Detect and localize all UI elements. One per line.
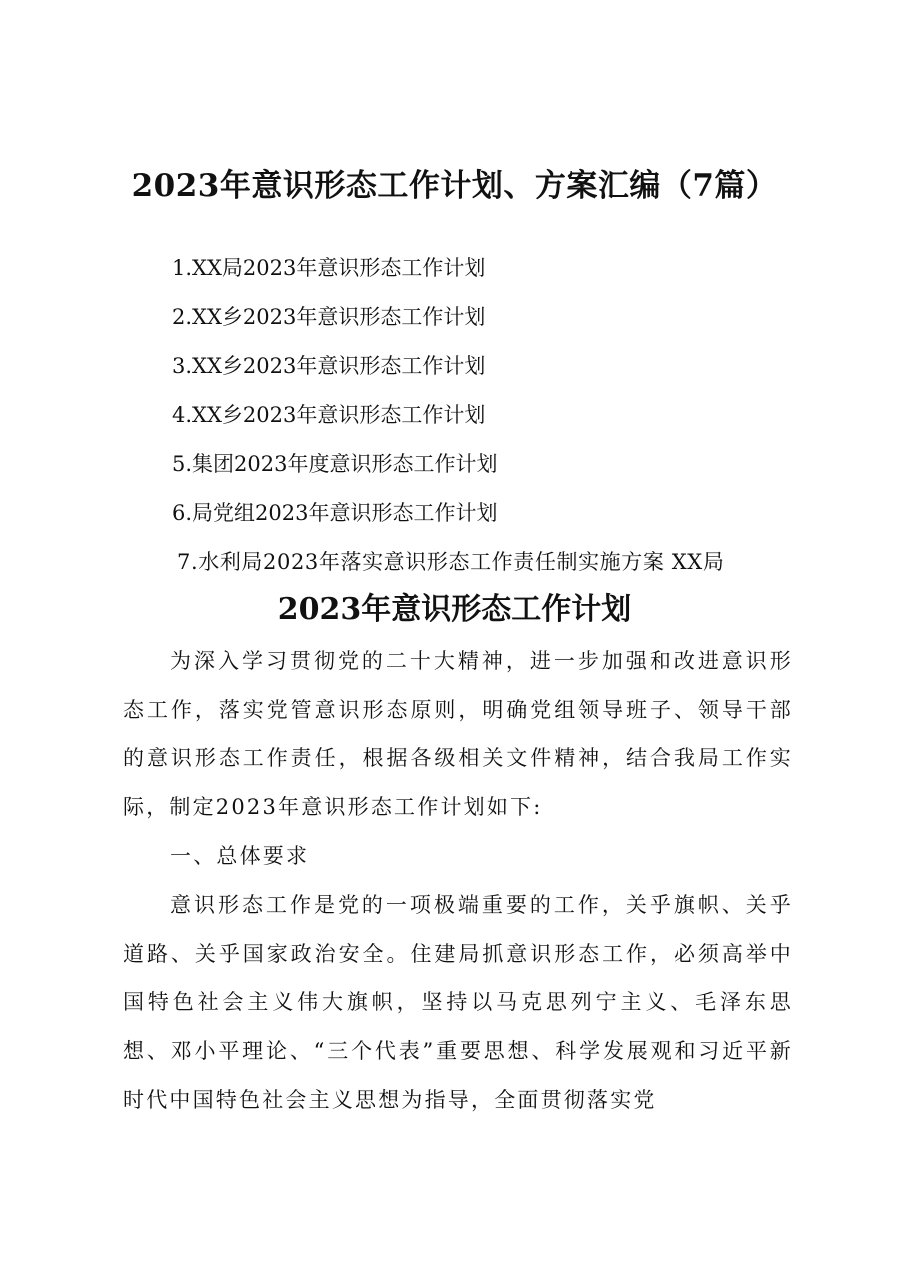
- toc-item: 2.XX乡2023年意识形态工作计划: [172, 305, 486, 329]
- toc-item: 5.集团2023年度意识形态工作计划: [172, 452, 498, 476]
- document-main-title: 2023年意识形态工作计划、方案汇编（7篇）: [131, 168, 778, 204]
- table-of-contents: [0, 244, 909, 587]
- toc-item: 1.XX局2023年意识形态工作计划: [172, 256, 486, 280]
- section-title: 2023年意识形态工作计划: [277, 592, 632, 627]
- toc-item: 3.XX乡2023年意识形态工作计划: [172, 354, 486, 378]
- intro-paragraph: 为深入学习贯彻党的二十大精神，进一步加强和改进意识形态工作，落实党管意识形态原则，明确党组领导班子、领导干部的意识形态工作责任，根据各级相关文件精神，结合我局工作实际，制定2023年意识形态工作计划如下:: [123, 649, 793, 820]
- section-heading-general-requirements: 一、总体要求: [170, 844, 310, 868]
- body-paragraph: 意识形态工作是党的一项极端重要的工作，关乎旗帜、关乎道路、关乎国家政治安全。住建局抓意识形态工作，必须高举中国特色社会主义伟大旗帜，坚持以马克思列宁主义、毛泽东思想、邓小平理论、“三个代表”重要思想、科学发展观和习近平新时代中国特色社会主义思想为指导，全面贯彻落实党: [123, 893, 793, 1112]
- toc-item: 4.XX乡2023年意识形态工作计划: [172, 403, 486, 427]
- toc-item: 6.局党组2023年意识形态工作计划: [172, 501, 498, 525]
- toc-item: 7.水利局2023年落实意识形态工作责任制实施方案 XX局: [177, 550, 725, 574]
